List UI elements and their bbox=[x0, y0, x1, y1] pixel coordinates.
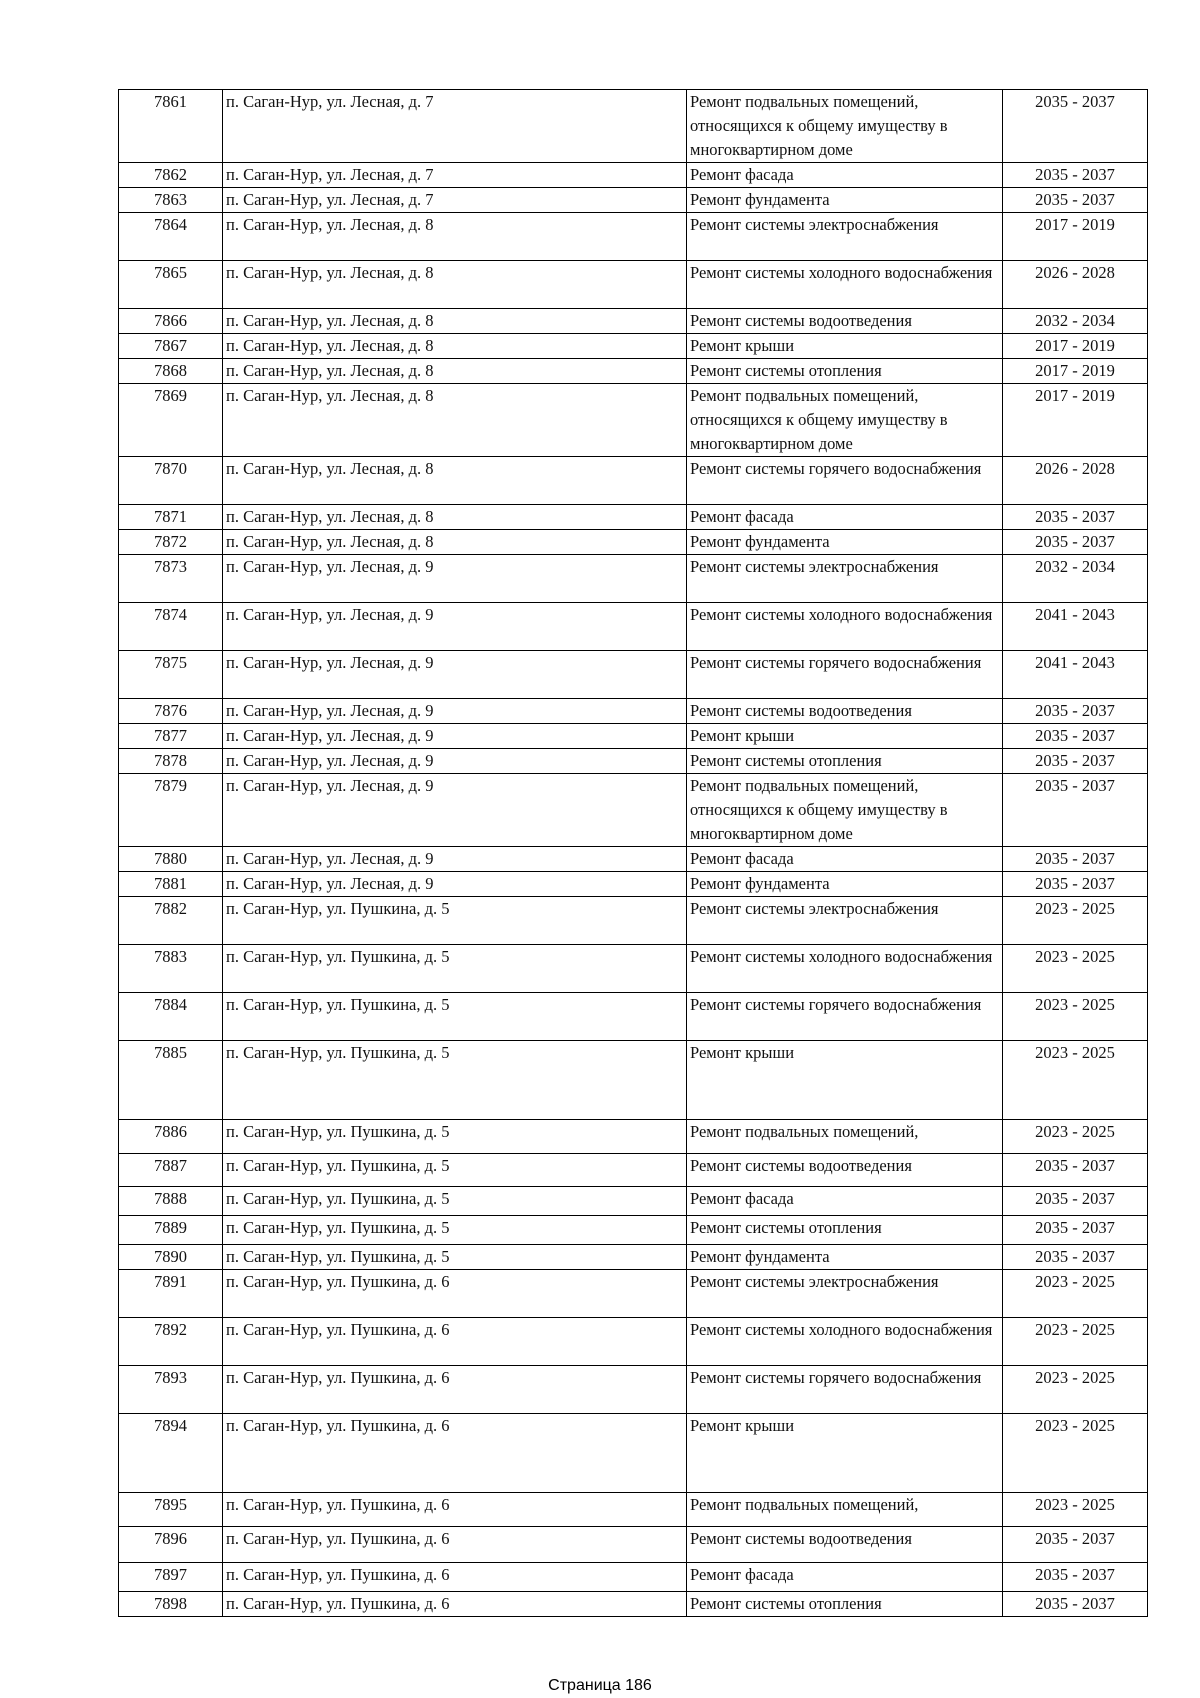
work-type-cell: Ремонт фасада bbox=[687, 1563, 1003, 1592]
work-type-cell: Ремонт системы электроснабжения bbox=[687, 213, 1003, 261]
period-cell: 2035 - 2037 bbox=[1003, 699, 1148, 724]
table-row bbox=[119, 213, 1148, 261]
table-row bbox=[119, 1245, 1148, 1270]
row-number-cell: 7893 bbox=[119, 1366, 223, 1414]
address-cell: п. Саган-Нур, ул. Лесная, д. 8 bbox=[223, 457, 687, 505]
period-cell: 2023 - 2025 bbox=[1003, 1041, 1148, 1120]
table-row bbox=[119, 1120, 1148, 1154]
work-type-cell: Ремонт системы отопления bbox=[687, 1216, 1003, 1245]
work-type-cell: Ремонт крыши bbox=[687, 724, 1003, 749]
row-number-cell: 7873 bbox=[119, 555, 223, 603]
row-number-cell: 7889 bbox=[119, 1216, 223, 1245]
address-cell: п. Саган-Нур, ул. Лесная, д. 7 bbox=[223, 163, 687, 188]
address-cell: п. Саган-Нур, ул. Пушкина, д. 5 bbox=[223, 1120, 687, 1154]
row-number-cell: 7863 bbox=[119, 188, 223, 213]
work-type-cell: Ремонт фасада bbox=[687, 847, 1003, 872]
row-number-cell: 7886 bbox=[119, 1120, 223, 1154]
period-cell: 2035 - 2037 bbox=[1003, 1527, 1148, 1563]
row-number-cell: 7868 bbox=[119, 359, 223, 384]
work-type-cell: Ремонт системы электроснабжения bbox=[687, 1270, 1003, 1318]
address-cell: п. Саган-Нур, ул. Пушкина, д. 5 bbox=[223, 897, 687, 945]
table-row bbox=[119, 872, 1148, 897]
work-type-cell: Ремонт крыши bbox=[687, 1041, 1003, 1120]
address-cell: п. Саган-Нур, ул. Лесная, д. 8 bbox=[223, 359, 687, 384]
row-number-cell: 7884 bbox=[119, 993, 223, 1041]
work-type-cell: Ремонт системы холодного водоснабжения bbox=[687, 261, 1003, 309]
period-cell: 2023 - 2025 bbox=[1003, 1270, 1148, 1318]
work-type-cell: Ремонт системы электроснабжения bbox=[687, 555, 1003, 603]
work-type-cell: Ремонт фундамента bbox=[687, 1245, 1003, 1270]
address-cell: п. Саган-Нур, ул. Пушкина, д. 5 bbox=[223, 1216, 687, 1245]
row-number-cell: 7895 bbox=[119, 1493, 223, 1527]
row-number-cell: 7894 bbox=[119, 1414, 223, 1493]
work-type-cell: Ремонт фасада bbox=[687, 505, 1003, 530]
row-number-cell: 7861 bbox=[119, 90, 223, 163]
table-row bbox=[119, 749, 1148, 774]
address-cell: п. Саган-Нур, ул. Лесная, д. 8 bbox=[223, 213, 687, 261]
work-type-cell: Ремонт крыши bbox=[687, 334, 1003, 359]
address-cell: п. Саган-Нур, ул. Пушкина, д. 5 bbox=[223, 945, 687, 993]
address-cell: п. Саган-Нур, ул. Лесная, д. 9 bbox=[223, 603, 687, 651]
row-number-cell: 7897 bbox=[119, 1563, 223, 1592]
period-cell: 2035 - 2037 bbox=[1003, 90, 1148, 163]
period-cell: 2023 - 2025 bbox=[1003, 897, 1148, 945]
table-row bbox=[119, 1366, 1148, 1414]
work-type-cell: Ремонт системы электроснабжения bbox=[687, 897, 1003, 945]
address-cell: п. Саган-Нур, ул. Пушкина, д. 6 bbox=[223, 1414, 687, 1493]
row-number-cell: 7891 bbox=[119, 1270, 223, 1318]
work-type-cell: Ремонт системы холодного водоснабжения bbox=[687, 603, 1003, 651]
address-cell: п. Саган-Нур, ул. Пушкина, д. 5 bbox=[223, 993, 687, 1041]
address-cell: п. Саган-Нур, ул. Пушкина, д. 6 bbox=[223, 1366, 687, 1414]
work-type-cell: Ремонт подвальных помещений, bbox=[687, 1120, 1003, 1154]
work-type-cell: Ремонт системы горячего водоснабжения bbox=[687, 993, 1003, 1041]
row-number-cell: 7880 bbox=[119, 847, 223, 872]
row-number-cell: 7872 bbox=[119, 530, 223, 555]
work-type-cell: Ремонт системы водоотведения bbox=[687, 309, 1003, 334]
work-type-cell: Ремонт системы водоотведения bbox=[687, 1527, 1003, 1563]
row-number-cell: 7898 bbox=[119, 1592, 223, 1617]
row-number-cell: 7876 bbox=[119, 699, 223, 724]
address-cell: п. Саган-Нур, ул. Пушкина, д. 5 bbox=[223, 1041, 687, 1120]
table-row bbox=[119, 699, 1148, 724]
table-row bbox=[119, 261, 1148, 309]
table-row bbox=[119, 555, 1148, 603]
table-row bbox=[119, 163, 1148, 188]
table-row bbox=[119, 90, 1148, 163]
period-cell: 2041 - 2043 bbox=[1003, 603, 1148, 651]
row-number-cell: 7864 bbox=[119, 213, 223, 261]
row-number-cell: 7879 bbox=[119, 774, 223, 847]
table-row bbox=[119, 384, 1148, 457]
table-row bbox=[119, 1041, 1148, 1120]
period-cell: 2035 - 2037 bbox=[1003, 1187, 1148, 1216]
address-cell: п. Саган-Нур, ул. Лесная, д. 9 bbox=[223, 724, 687, 749]
work-type-cell: Ремонт подвальных помещений, относящихся к общему имуществу в многоквартирном доме bbox=[687, 90, 1003, 163]
address-cell: п. Саган-Нур, ул. Лесная, д. 9 bbox=[223, 651, 687, 699]
work-type-cell: Ремонт системы холодного водоснабжения bbox=[687, 945, 1003, 993]
address-cell: п. Саган-Нур, ул. Лесная, д. 7 bbox=[223, 90, 687, 163]
table-row bbox=[119, 724, 1148, 749]
period-cell: 2035 - 2037 bbox=[1003, 530, 1148, 555]
table-row bbox=[119, 334, 1148, 359]
table-row bbox=[119, 188, 1148, 213]
row-number-cell: 7881 bbox=[119, 872, 223, 897]
work-type-cell: Ремонт системы горячего водоснабжения bbox=[687, 1366, 1003, 1414]
table-row bbox=[119, 530, 1148, 555]
period-cell: 2023 - 2025 bbox=[1003, 945, 1148, 993]
table-row bbox=[119, 1216, 1148, 1245]
row-number-cell: 7887 bbox=[119, 1154, 223, 1187]
row-number-cell: 7888 bbox=[119, 1187, 223, 1216]
period-cell: 2035 - 2037 bbox=[1003, 1216, 1148, 1245]
table-row bbox=[119, 897, 1148, 945]
table-row bbox=[119, 1318, 1148, 1366]
period-cell: 2035 - 2037 bbox=[1003, 1592, 1148, 1617]
period-cell: 2023 - 2025 bbox=[1003, 1414, 1148, 1493]
table-row bbox=[119, 309, 1148, 334]
table-row bbox=[119, 1563, 1148, 1592]
period-cell: 2035 - 2037 bbox=[1003, 749, 1148, 774]
work-type-cell: Ремонт подвальных помещений, относящихся к общему имуществу в многоквартирном доме bbox=[687, 774, 1003, 847]
address-cell: п. Саган-Нур, ул. Пушкина, д. 5 bbox=[223, 1245, 687, 1270]
period-cell: 2035 - 2037 bbox=[1003, 872, 1148, 897]
table-row bbox=[119, 774, 1148, 847]
work-type-cell: Ремонт фасада bbox=[687, 1187, 1003, 1216]
address-cell: п. Саган-Нур, ул. Лесная, д. 8 bbox=[223, 309, 687, 334]
address-cell: п. Саган-Нур, ул. Лесная, д. 9 bbox=[223, 774, 687, 847]
work-type-cell: Ремонт системы горячего водоснабжения bbox=[687, 651, 1003, 699]
work-type-cell: Ремонт фундамента bbox=[687, 188, 1003, 213]
address-cell: п. Саган-Нур, ул. Пушкина, д. 6 bbox=[223, 1592, 687, 1617]
address-cell: п. Саган-Нур, ул. Лесная, д. 8 bbox=[223, 530, 687, 555]
address-cell: п. Саган-Нур, ул. Пушкина, д. 6 bbox=[223, 1527, 687, 1563]
row-number-cell: 7874 bbox=[119, 603, 223, 651]
period-cell: 2032 - 2034 bbox=[1003, 555, 1148, 603]
table-row bbox=[119, 1493, 1148, 1527]
work-type-cell: Ремонт системы отопления bbox=[687, 359, 1003, 384]
address-cell: п. Саган-Нур, ул. Пушкина, д. 6 bbox=[223, 1563, 687, 1592]
table-row bbox=[119, 993, 1148, 1041]
period-cell: 2023 - 2025 bbox=[1003, 993, 1148, 1041]
row-number-cell: 7867 bbox=[119, 334, 223, 359]
work-type-cell: Ремонт системы холодного водоснабжения bbox=[687, 1318, 1003, 1366]
row-number-cell: 7883 bbox=[119, 945, 223, 993]
row-number-cell: 7890 bbox=[119, 1245, 223, 1270]
work-type-cell: Ремонт системы водоотведения bbox=[687, 699, 1003, 724]
period-cell: 2035 - 2037 bbox=[1003, 1245, 1148, 1270]
repair-schedule-table bbox=[118, 89, 1148, 1617]
address-cell: п. Саган-Нур, ул. Лесная, д. 9 bbox=[223, 555, 687, 603]
table-row bbox=[119, 359, 1148, 384]
work-type-cell: Ремонт системы отопления bbox=[687, 1592, 1003, 1617]
address-cell: п. Саган-Нур, ул. Лесная, д. 8 bbox=[223, 334, 687, 359]
address-cell: п. Саган-Нур, ул. Лесная, д. 7 bbox=[223, 188, 687, 213]
address-cell: п. Саган-Нур, ул. Пушкина, д. 6 bbox=[223, 1493, 687, 1527]
table-row bbox=[119, 505, 1148, 530]
period-cell: 2035 - 2037 bbox=[1003, 505, 1148, 530]
period-cell: 2023 - 2025 bbox=[1003, 1493, 1148, 1527]
period-cell: 2017 - 2019 bbox=[1003, 213, 1148, 261]
period-cell: 2026 - 2028 bbox=[1003, 457, 1148, 505]
table-row bbox=[119, 1154, 1148, 1187]
period-cell: 2035 - 2037 bbox=[1003, 847, 1148, 872]
period-cell: 2035 - 2037 bbox=[1003, 1154, 1148, 1187]
table-row bbox=[119, 1187, 1148, 1216]
period-cell: 2026 - 2028 bbox=[1003, 261, 1148, 309]
period-cell: 2023 - 2025 bbox=[1003, 1318, 1148, 1366]
work-type-cell: Ремонт фундамента bbox=[687, 872, 1003, 897]
row-number-cell: 7885 bbox=[119, 1041, 223, 1120]
table-row bbox=[119, 1592, 1148, 1617]
work-type-cell: Ремонт крыши bbox=[687, 1414, 1003, 1493]
row-number-cell: 7896 bbox=[119, 1527, 223, 1563]
address-cell: п. Саган-Нур, ул. Пушкина, д. 5 bbox=[223, 1154, 687, 1187]
period-cell: 2017 - 2019 bbox=[1003, 359, 1148, 384]
work-type-cell: Ремонт подвальных помещений, bbox=[687, 1493, 1003, 1527]
address-cell: п. Саган-Нур, ул. Лесная, д. 8 bbox=[223, 505, 687, 530]
address-cell: п. Саган-Нур, ул. Лесная, д. 9 bbox=[223, 847, 687, 872]
table-row bbox=[119, 457, 1148, 505]
period-cell: 2032 - 2034 bbox=[1003, 309, 1148, 334]
period-cell: 2041 - 2043 bbox=[1003, 651, 1148, 699]
table-row bbox=[119, 651, 1148, 699]
row-number-cell: 7869 bbox=[119, 384, 223, 457]
row-number-cell: 7878 bbox=[119, 749, 223, 774]
period-cell: 2035 - 2037 bbox=[1003, 163, 1148, 188]
row-number-cell: 7877 bbox=[119, 724, 223, 749]
table-row bbox=[119, 1270, 1148, 1318]
row-number-cell: 7892 bbox=[119, 1318, 223, 1366]
row-number-cell: 7865 bbox=[119, 261, 223, 309]
page-number: Страница 186 bbox=[548, 1677, 652, 1694]
work-type-cell: Ремонт фасада bbox=[687, 163, 1003, 188]
address-cell: п. Саган-Нур, ул. Лесная, д. 9 bbox=[223, 749, 687, 774]
work-type-cell: Ремонт системы горячего водоснабжения bbox=[687, 457, 1003, 505]
address-cell: п. Саган-Нур, ул. Лесная, д. 8 bbox=[223, 384, 687, 457]
address-cell: п. Саган-Нур, ул. Лесная, д. 9 bbox=[223, 872, 687, 897]
address-cell: п. Саган-Нур, ул. Лесная, д. 8 bbox=[223, 261, 687, 309]
address-cell: п. Саган-Нур, ул. Пушкина, д. 5 bbox=[223, 1187, 687, 1216]
table-row bbox=[119, 847, 1148, 872]
row-number-cell: 7871 bbox=[119, 505, 223, 530]
period-cell: 2017 - 2019 bbox=[1003, 334, 1148, 359]
table-body bbox=[119, 90, 1148, 1617]
row-number-cell: 7862 bbox=[119, 163, 223, 188]
row-number-cell: 7875 bbox=[119, 651, 223, 699]
address-cell: п. Саган-Нур, ул. Пушкина, д. 6 bbox=[223, 1270, 687, 1318]
period-cell: 2023 - 2025 bbox=[1003, 1120, 1148, 1154]
address-cell: п. Саган-Нур, ул. Лесная, д. 9 bbox=[223, 699, 687, 724]
row-number-cell: 7870 bbox=[119, 457, 223, 505]
work-type-cell: Ремонт системы водоотведения bbox=[687, 1154, 1003, 1187]
work-type-cell: Ремонт фундамента bbox=[687, 530, 1003, 555]
period-cell: 2035 - 2037 bbox=[1003, 188, 1148, 213]
row-number-cell: 7882 bbox=[119, 897, 223, 945]
period-cell: 2023 - 2025 bbox=[1003, 1366, 1148, 1414]
table-row bbox=[119, 1527, 1148, 1563]
table-row bbox=[119, 1414, 1148, 1493]
work-type-cell: Ремонт подвальных помещений, относящихся к общему имуществу в многоквартирном доме bbox=[687, 384, 1003, 457]
table-row bbox=[119, 603, 1148, 651]
period-cell: 2035 - 2037 bbox=[1003, 774, 1148, 847]
row-number-cell: 7866 bbox=[119, 309, 223, 334]
period-cell: 2035 - 2037 bbox=[1003, 724, 1148, 749]
work-type-cell: Ремонт системы отопления bbox=[687, 749, 1003, 774]
period-cell: 2017 - 2019 bbox=[1003, 384, 1148, 457]
address-cell: п. Саган-Нур, ул. Пушкина, д. 6 bbox=[223, 1318, 687, 1366]
table-row bbox=[119, 945, 1148, 993]
period-cell: 2035 - 2037 bbox=[1003, 1563, 1148, 1592]
